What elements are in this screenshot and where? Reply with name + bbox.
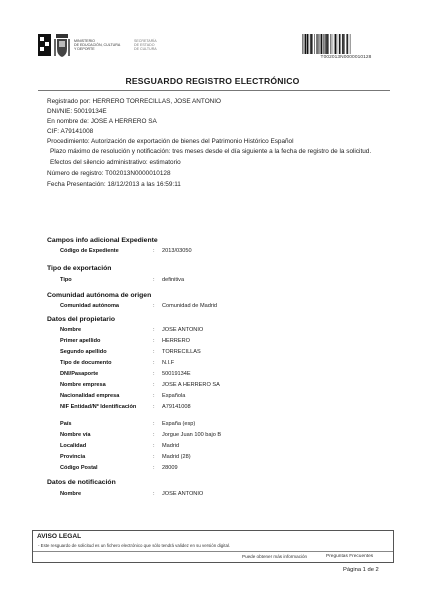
field-separator: :: [153, 454, 155, 460]
field-separator: :: [153, 277, 155, 283]
field-value: 50019134E: [162, 371, 191, 377]
field-label: Nacionalidad empresa: [60, 393, 120, 399]
field-label: NIF Entidad/Nº Identificación: [60, 404, 137, 410]
field-value: JOSE ANTONIO: [162, 491, 204, 497]
field-value: A79141008: [162, 404, 191, 410]
field-separator: :: [153, 327, 155, 333]
field-value: Comunidad de Madrid: [162, 303, 218, 309]
field-label: Tipo: [60, 277, 72, 283]
field-separator: :: [153, 360, 155, 366]
field-value: España (esp): [162, 421, 196, 427]
field-separator: :: [153, 248, 155, 254]
field-separator: :: [153, 382, 155, 388]
efectos-silencio: Efectos del silencio administrativo: estimatorio: [50, 159, 181, 166]
dni-nie: DNI/NIE: 50019134E: [47, 108, 107, 115]
field-value: Española: [162, 393, 186, 399]
fecha-presentacion: Fecha Presentación: 18/12/2013 a las 16:59:11: [47, 181, 181, 188]
section-title-campos: Campos info adicional Expediente: [47, 237, 158, 244]
page-number: Página 1 de 2: [343, 567, 379, 573]
registrado-por: Registrado por: HERRERO TORRECILLAS, JOSE ANTONIO: [47, 98, 222, 105]
section-title-notificacion: Datos de notificación: [47, 479, 116, 486]
coat-of-arms-icon: [54, 34, 70, 58]
legal-notice-text: - Este resguardo de solicitud es un fichero electrónico que sólo tendrá validez en su versión digital.: [38, 543, 231, 548]
field-label: País: [60, 421, 72, 427]
plazo-maximo: Plazo máximo de resolución y notificación: tres meses desde el día siguiente a la fecha de registro de la solicitud.: [50, 148, 372, 155]
field-label: Comunidad autónoma: [60, 303, 120, 309]
legal-notice-title: AVISO LEGAL: [37, 533, 82, 540]
field-value: 2013/03050: [162, 248, 192, 254]
field-value: N.I.F: [162, 360, 175, 366]
numero-registro: Número de registro: T002013N0000010128: [47, 170, 171, 177]
cif: CIF: A79141008: [47, 128, 94, 135]
field-value: Jorgue Juan 100 bajo B: [162, 432, 222, 438]
field-label: Provincia: [60, 454, 86, 460]
field-label: Nombre empresa: [60, 382, 106, 388]
field-value: JOSE ANTONIO: [162, 327, 204, 333]
field-separator: :: [153, 303, 155, 309]
field-separator: :: [153, 465, 155, 471]
ministry-name: MINISTERIO DE EDUCACIÓN, CULTURA Y DEPORTE: [74, 39, 121, 52]
header-logos: [38, 34, 188, 58]
barcode-number: T002013N0000010128: [320, 55, 372, 60]
field-value: Madrid: [162, 443, 180, 449]
field-label: DNI/Pasaporte: [60, 371, 99, 377]
secretary-name: SECRETARÍA DE ESTADO DE CULTURA: [134, 39, 157, 52]
field-value: definitiva: [162, 277, 185, 283]
section-title-propietario: Datos del propietario: [47, 316, 115, 323]
field-label: Código Postal: [60, 465, 98, 471]
field-separator: :: [153, 349, 155, 355]
field-separator: :: [153, 404, 155, 410]
title-divider: [38, 90, 390, 91]
more-info-link[interactable]: Puede obtener más información: [242, 554, 308, 559]
legal-notice-divider: [33, 551, 393, 552]
field-separator: :: [153, 393, 155, 399]
field-separator: :: [153, 432, 155, 438]
field-separator: :: [153, 421, 155, 427]
field-label: Primer apellido: [60, 338, 101, 344]
field-label: Nombre: [60, 491, 82, 497]
field-separator: :: [153, 338, 155, 344]
procedimiento: Procedimiento: Autorización de exportación de bienes del Patrimonio Histórico Español: [47, 138, 294, 145]
field-label: Nombre: [60, 327, 82, 333]
section-title-tipo: Tipo de exportación: [47, 265, 112, 272]
field-value: HERRERO: [162, 338, 190, 344]
barcode-icon: [302, 34, 390, 54]
field-label: Localidad: [60, 443, 87, 449]
faq-link[interactable]: Preguntas Frecuentes: [326, 554, 374, 559]
field-value: TORRECILLAS: [162, 349, 201, 355]
field-label: Segundo apellido: [60, 349, 107, 355]
field-value: JOSE A HERRERO SA: [162, 382, 220, 388]
field-value: Madrid (28): [162, 454, 191, 460]
field-separator: :: [153, 371, 155, 377]
document-title: RESGUARDO REGISTRO ELECTRÓNICO: [125, 76, 300, 86]
legal-notice-box: [32, 530, 394, 563]
section-title-comunidad: Comunidad autónoma de origen: [47, 292, 152, 299]
field-separator: :: [153, 491, 155, 497]
field-label: Código de Expediente: [60, 248, 119, 254]
eu-flag-icon: [38, 34, 51, 56]
field-separator: :: [153, 443, 155, 449]
field-label: Nombre vía: [60, 432, 91, 438]
field-value: 28009: [162, 465, 178, 471]
en-nombre-de: En nombre de: JOSE A HERRERO SA: [47, 118, 157, 125]
field-label: Tipo de documento: [60, 360, 112, 366]
